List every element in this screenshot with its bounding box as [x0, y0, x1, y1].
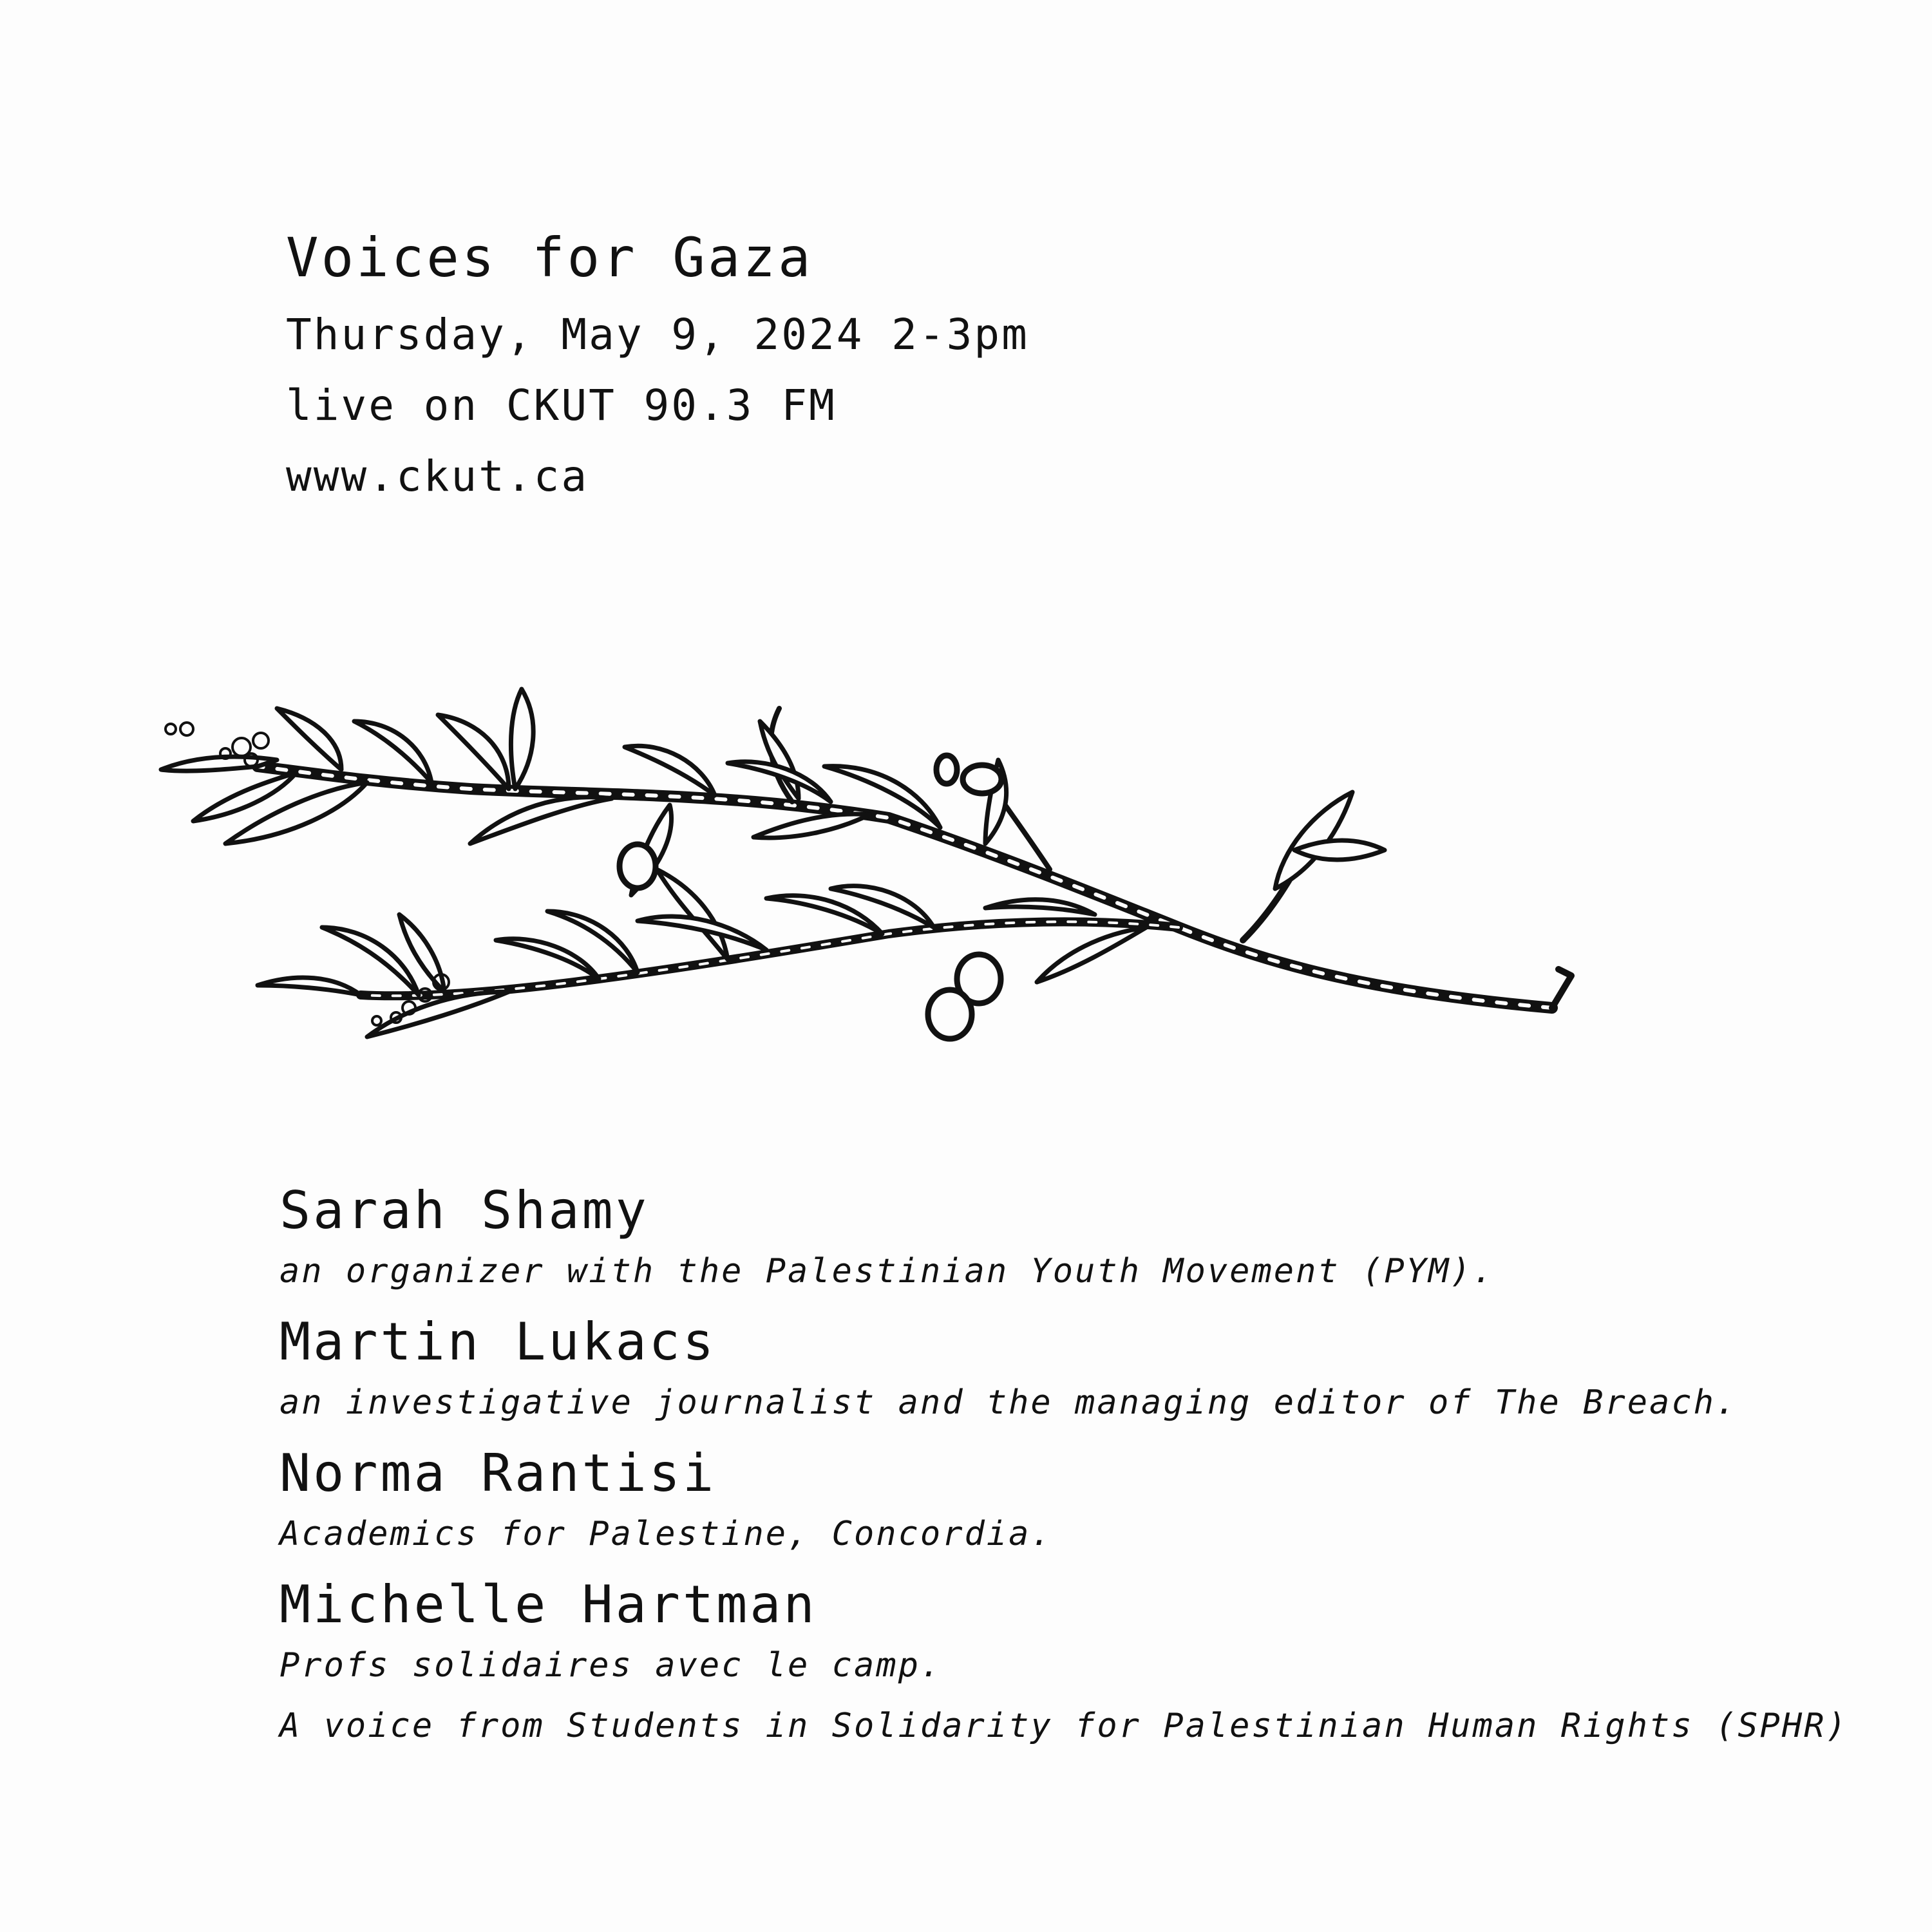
speaker-name: Norma Rantisi [279, 1443, 717, 1503]
speaker-description: an investigative journalist and the managing editor of The Breach. [279, 1383, 1738, 1422]
event-title: Voices for Gaza [286, 226, 813, 289]
event-website: www.ckut.ca [286, 451, 589, 501]
speaker-description: Profs solidaires avec le camp. [279, 1646, 943, 1685]
speaker-item [279, 1179, 1889, 1297]
speaker-description: an organizer with the Palestinian Youth Movement (PYM). [279, 1252, 1495, 1291]
olive-branch-illustration [148, 657, 1610, 1075]
event-header [286, 222, 1703, 512]
speaker-name: Martin Lukacs [279, 1312, 717, 1372]
event-broadcast: live on CKUT 90.3 FM [286, 381, 837, 430]
speaker-extra-note: A voice from Students in Solidarity for Palestinian Human Rights (SPHR) [279, 1707, 1848, 1745]
speaker-item [279, 1573, 1889, 1752]
speaker-name: Sarah Shamy [279, 1180, 649, 1240]
speaker-item [279, 1310, 1889, 1428]
event-date-time: Thursday, May 9, 2024 2-3pm [286, 310, 1029, 359]
speaker-name: Michelle Hartman [279, 1575, 817, 1634]
speaker-description: Academics for Palestine, Concordia. [279, 1515, 1053, 1553]
speaker-list [279, 1179, 1889, 1765]
olive-branch-icon [148, 657, 1610, 1075]
speaker-item [279, 1441, 1889, 1560]
